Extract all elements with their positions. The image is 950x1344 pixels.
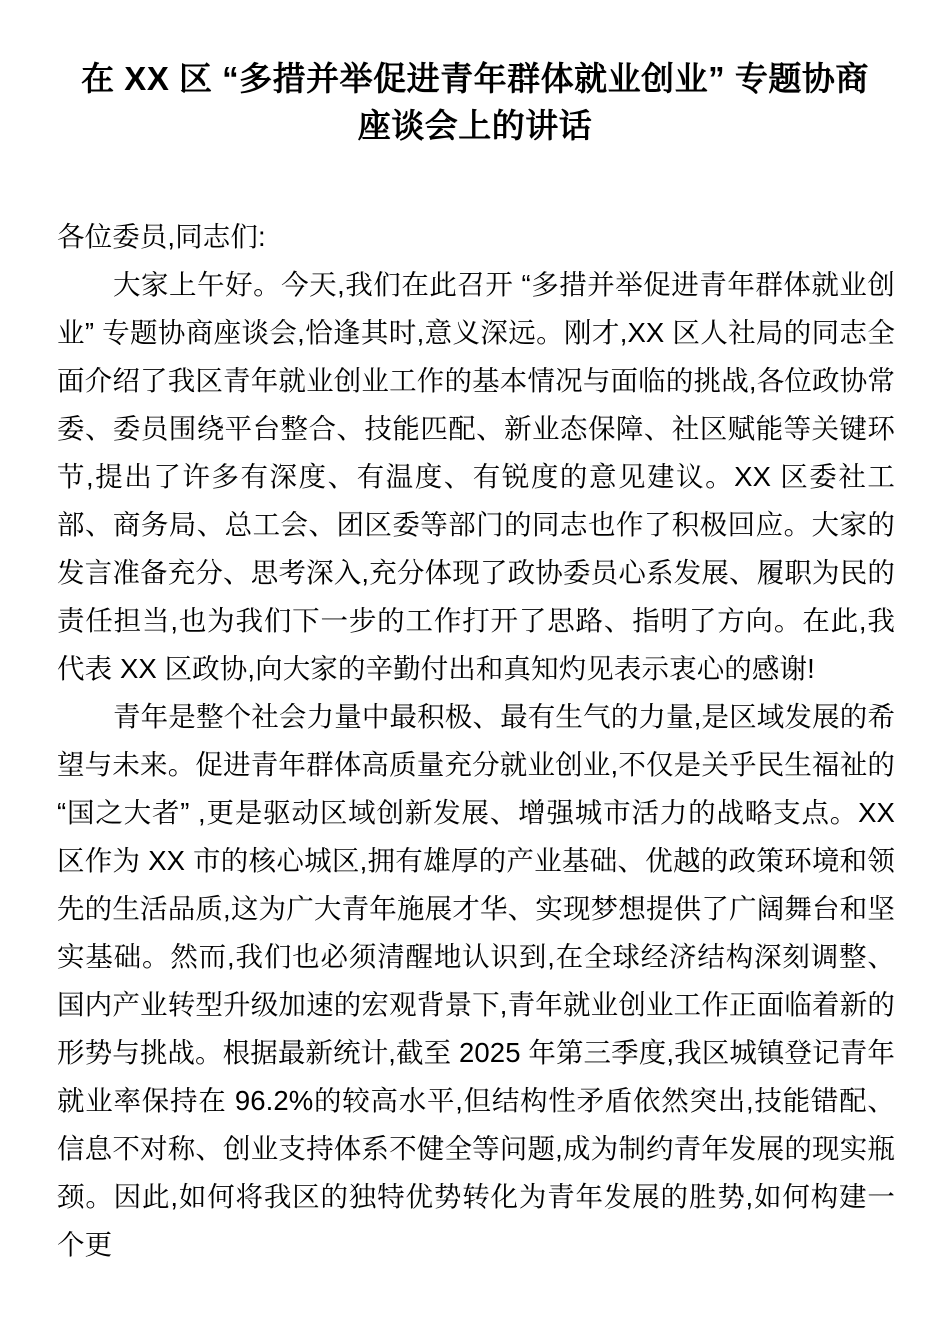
salutation-line: 各位委员,同志们:: [57, 221, 266, 252]
page-title-line-2: 座谈会上的讲话: [357, 107, 593, 144]
page-title-line-1: 在 XX 区 “多措并举促进青年群体就业创业” 专题协商: [81, 60, 869, 97]
paragraph-1: 大家上午好。今天,我们在此召开 “多措并举促进青年群体就业创业” 专题协商座谈会,恰逢其时,意义深远。刚才,XX 区人社局的同志全面介绍了我区青年就业创业工作的基本情况与面临的挑战,各位政协常委、委员围绕平台整合、技能匹配、新业态保障、社区赋能等关键环节,提出了许多有深度、有温度、有锐度的意见建议。XX 区委社工部、商务局、总工会、团区委等部门的同志也作了积极回应。大家的发言准备充分、思考深入,充分体现了政协委员心系发展、履职为民的责任担当,也为我们下一步的工作打开了思路、指明了方向。在此,我代表 XX 区政协,向大家的辛勤付出和真知灼见表示衷心的感谢!: [57, 269, 895, 684]
paragraph-2: 青年是整个社会力量中最积极、最有生气的力量,是区域发展的希望与未来。促进青年群体高质量充分就业创业,不仅是关乎民生福祉的 “国之大者” ,更是驱动区域创新发展、增强城市活力的战略支点。XX 区作为 XX 市的核心城区,拥有雄厚的产业基础、优越的政策环境和领先的生活品质,这为广大青年施展才华、实现梦想提供了广阔舞台和坚实基础。然而,我们也必须清醒地认识到,在全球经济结构深刻调整、国内产业转型升级加速的宏观背景下,青年就业创业工作正面临着新的形势与挑战。根据最新统计,截至 2025 年第三季度,我区城镇登记青年就业率保持在 96.2%的较高水平,但结构性矛盾依然突出,技能错配、信息不对称、创业支持体系不健全等问题,成为制约青年发展的现实瓶颈。因此,如何将我区的独特优势转化为青年发展的胜势,如何构建一个更: [57, 701, 895, 1260]
page-title: [57, 55, 893, 149]
document-body: [57, 213, 895, 1269]
